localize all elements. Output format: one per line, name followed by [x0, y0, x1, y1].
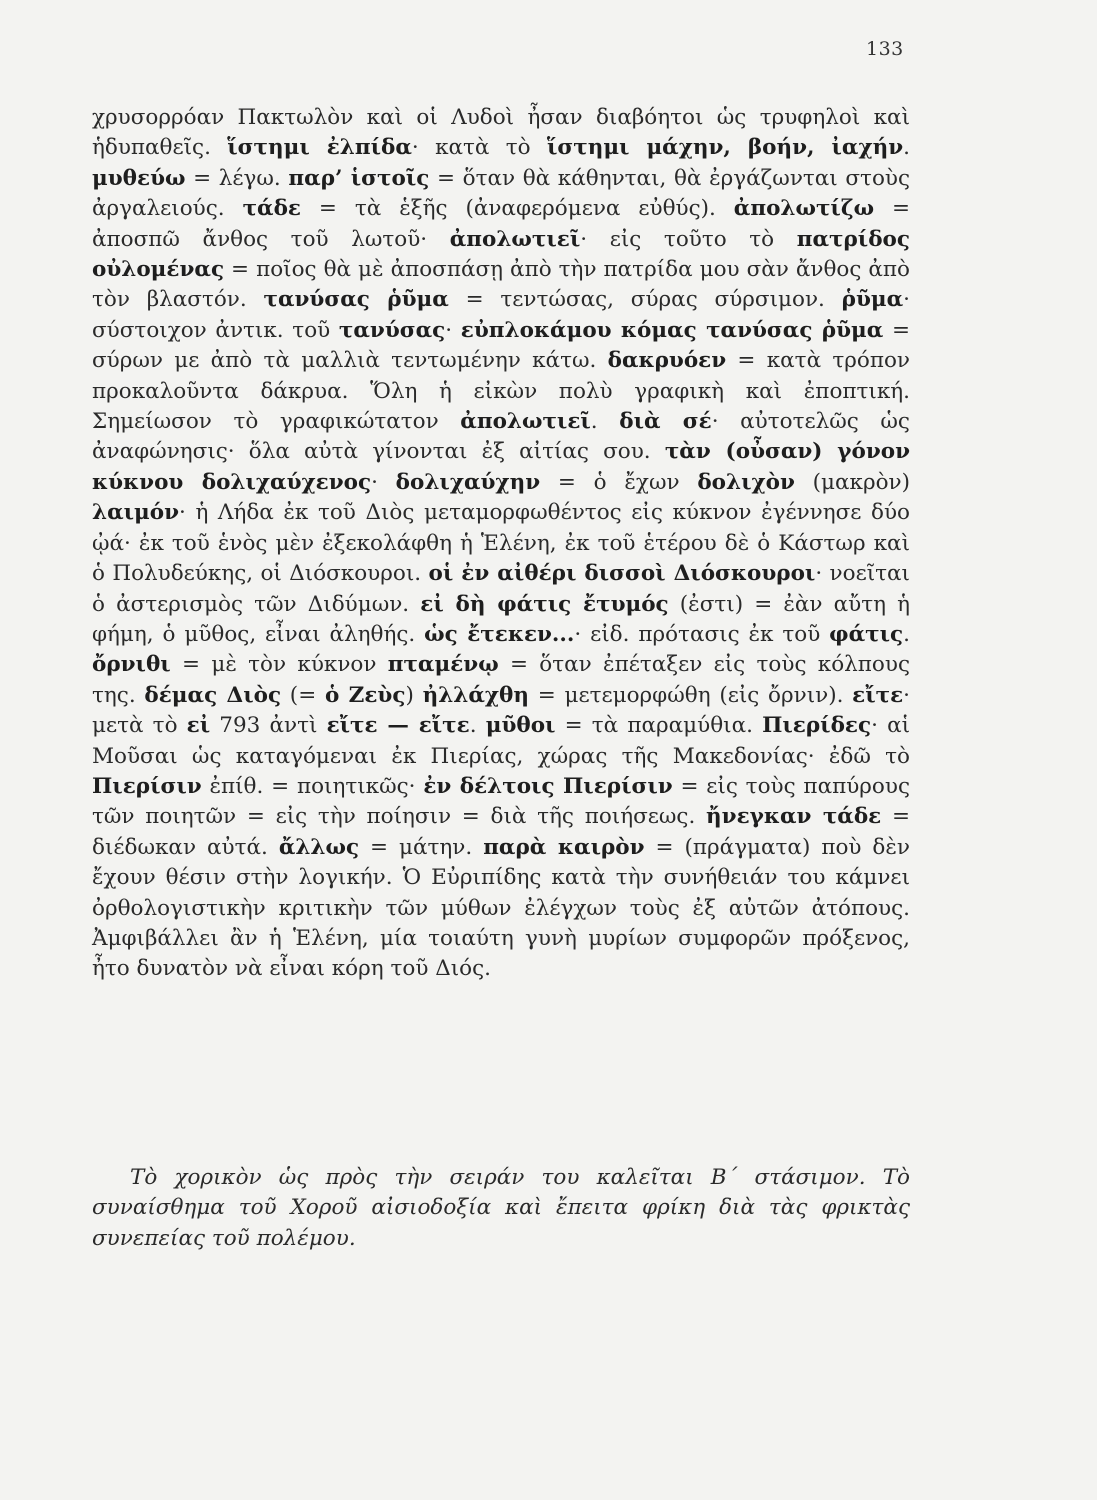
lemma-term: διὰ σέ [619, 409, 712, 435]
lemma-term: δακρυόεν [607, 348, 727, 374]
lemma-term: ἵστημι μάχην, βοήν, ἰαχήν [546, 135, 904, 161]
commentary-text: · ἡ Λήδα ἐκ τοῦ Διὸς μεταμορφωθέντος εἰς κύκνον ἐγέννησε δύο ᾠά· ἐκ τοῦ ἑνὸς μὲν ἐξεκολάφθη ἡ Ἑλένη, ἐκ τοῦ ἑτέρου δὲ ὁ Κάστωρ καὶ ὁ Πολυδεύκης, οἱ Διόσκουροι. [92, 500, 910, 587]
lemma-term: δολιχαύχην [395, 469, 541, 495]
lemma-term: ἵστημι ἐλπίδα [227, 135, 412, 161]
lemma-term: παρὰ καιρὸν [483, 834, 645, 860]
lemma-term: ῥῦμα [841, 287, 904, 313]
commentary-text: (= [281, 682, 325, 708]
commentary-text: = ὅταν ἐπέταξεν εἰς τοὺς κόλπους της. [92, 652, 910, 708]
lemma-term: πταμένῳ [387, 652, 499, 678]
commentary-text: = σύρων με ἀπὸ τὰ μαλλιὰ τεντωμένην κάτω. [92, 317, 910, 374]
commentary-text: = τὰ ἑξῆς (ἀναφερόμενα εὐθύς). [300, 196, 734, 222]
lemma-term: ὄρνιθι [92, 652, 171, 678]
commentary-text: = μὲ τὸν κύκνον [170, 652, 388, 678]
commentary-text: · σύστοιχον ἀντικ. τοῦ [92, 287, 910, 343]
commentary-block [92, 103, 910, 985]
lemma-term: ἐν δέλτοις Πιερίσιν [423, 773, 673, 799]
commentary-text: = ὅταν θὰ κάθηνται, θὰ ἐργάζωνται στοὺς ἀργαλειούς. [92, 165, 911, 222]
lemma-term: ὁ Ζεὺς [324, 682, 406, 708]
commentary-text: · [371, 469, 396, 495]
commentary-text: = κατὰ τρόπον προκαλοῦντα δάκρυα. Ὅλη ἡ εἰκὼν πολὺ γραφικὴ καὶ ἐποπτική. Σημείωσον τὸ γραφικώτατον [92, 348, 910, 435]
commentary-text: = εἰς τοὺς παπύρους τῶν ποιητῶν = εἰς τὴν ποίησιν = διὰ τῆς ποιήσεως. [92, 773, 910, 830]
lemma-term: ἀπολωτιεῖ [460, 409, 591, 435]
commentary-text: · κατὰ τὸ [411, 135, 547, 161]
lemma-term: μῦθοι [485, 713, 556, 739]
commentary-text: . [469, 713, 486, 739]
lemma-term: τανύσας [338, 317, 446, 343]
lemma-term: οἱ ἐν αἰθέρι δισσοὶ Διόσκουροι [428, 561, 816, 587]
lemma-term: ἀπολωτιεῖ [449, 226, 581, 252]
lemma-term: εἰ δὴ φάτις ἔτυμός [420, 591, 669, 617]
commentary-text: χρυσορρόαν Πακτωλὸν καὶ οἱ Λυδοὶ ἦσαν διαβόητοι ὡς τρυφηλοὶ καὶ ἡδυπαθεῖς. [92, 105, 910, 161]
lemma-term: μυθεύω [92, 165, 186, 191]
commentary-text: · νοεῖται ὁ ἀστερισμὸς τῶν Διδύμων. [92, 561, 910, 617]
commentary-text: · εἰς τοῦτο τὸ [580, 226, 797, 252]
commentary-text: 793 ἀντὶ [210, 713, 327, 739]
lemma-term: φάτις [829, 621, 904, 647]
lemma-term: ἠλλάχθη [422, 682, 530, 708]
lemma-term: δολιχὸν [697, 469, 795, 495]
lemma-term: τάδε [242, 196, 301, 222]
lemma-term: Πιερίδες [762, 713, 872, 739]
commentary-text: · εἰδ. πρότασις ἐκ τοῦ [574, 621, 830, 647]
lemma-term: ἤνεγκαν τάδε [706, 804, 882, 830]
commentary-text: = ἀποσπῶ ἄνθος τοῦ λωτοῦ· [92, 196, 910, 252]
commentary-text: (μακρὸν) [794, 469, 910, 495]
lemma-term: τανύσας ῥῦμα [263, 287, 449, 313]
summary-paragraph: Τὸ χορικὸν ὡς πρὸς τὴν σειράν του καλεῖται Β΄ στάσιμον. Τὸ συναίσθημα τοῦ Χοροῦ αἰσιοδοξία καὶ ἔπειτα φρίκη διὰ τὰς φρικτὰς συνεπείας τοῦ πολέμου. [92, 1165, 910, 1251]
lemma-term: πατρίδος οὐλομένας [92, 226, 910, 283]
lemma-term: εἴτε — εἴτε [326, 713, 470, 739]
commentary-text: . [903, 621, 910, 647]
commentary-text: = τὰ παραμύθια. [555, 713, 763, 739]
commentary-text: = ὁ ἔχων [540, 469, 698, 495]
commentary-text: · αὐτοτελῶς ὡς ἀναφώνησις· ὅλα αὐτὰ γίνονται ἐξ αἰτίας σου. [92, 409, 910, 465]
commentary-text: = μετεμορφώθη (εἰς ὄρνιν). [529, 682, 853, 708]
lemma-term: ἄλλως [278, 834, 360, 860]
lemma-term: εὐπλοκάμου κόμας τανύσας ῥῦμα [460, 317, 884, 343]
commentary-text: = διέδωκαν αὐτά. [92, 804, 910, 860]
commentary-text: = (πράγματα) ποὺ δὲν ἔχουν θέσιν στὴν λογικήν. Ὁ Εὐριπίδης κατὰ τὴν συνήθειάν του κάμνει ὀρθολογιστικὴν κριτικὴν τῶν μύθων ἐλέγχων τοὺς ἐξ αὐτῶν ἀτόπους. Ἀμφιβάλλει ἂν ἡ Ἑλένη, μία τοιαύτη γυνὴ μυρίων συμφορῶν πρόξενος, ἦτο δυνατὸν νὰ εἶναι κόρη τοῦ Διός. [92, 834, 910, 982]
commentary-text: ) [405, 682, 423, 708]
commentary-text: = ποῖος θὰ μὲ ἀποσπάσῃ ἀπὸ τὴν πατρίδα μου σὰν ἄνθος ἀπὸ τὸν βλαστόν. [92, 257, 910, 313]
commentary-text: · μετὰ τὸ [92, 682, 910, 739]
commentary-text: = μάτην. [359, 834, 484, 860]
commentary-text: . [903, 135, 910, 161]
commentary-text: . [590, 409, 620, 435]
commentary-text: = τεντώσας, σύρας σύρσιμον. [448, 287, 842, 313]
commentary-text: = λέγω. [185, 165, 289, 191]
lemma-term: ἀπολωτίζω [733, 196, 875, 222]
commentary-paragraph [92, 103, 910, 985]
commentary-text: · [445, 317, 461, 343]
lemma-term: εἴτε [852, 682, 904, 708]
commentary-text: (ἐστι) = ἐὰν αὔτη ἡ φήμη, ὁ μῦθος, εἶναι ἀληθής. [92, 591, 911, 647]
summary-block [92, 1163, 910, 1254]
lemma-term: εἰ [186, 713, 211, 739]
lemma-term: παρ’ ἱστοῖς [288, 165, 430, 191]
lemma-term: ὡς ἔτεκεν... [424, 621, 575, 647]
lemma-term: τὰν (οὖσαν) γόνον κύκνου δολιχαύχενος [92, 439, 910, 495]
lemma-term: δέμας Διὸς [144, 682, 282, 708]
lemma-term: λαιμόν [92, 500, 180, 526]
page-number: 133 [866, 38, 904, 60]
lemma-term: Πιερίσιν [92, 773, 202, 799]
commentary-text: · αἱ Μοῦσαι ὡς καταγόμεναι ἐκ Πιερίας, χώρας τῆς Μακεδονίας· ἐδῶ τὸ [92, 713, 911, 769]
commentary-text: ἐπίθ. = ποιητικῶς· [201, 773, 424, 799]
